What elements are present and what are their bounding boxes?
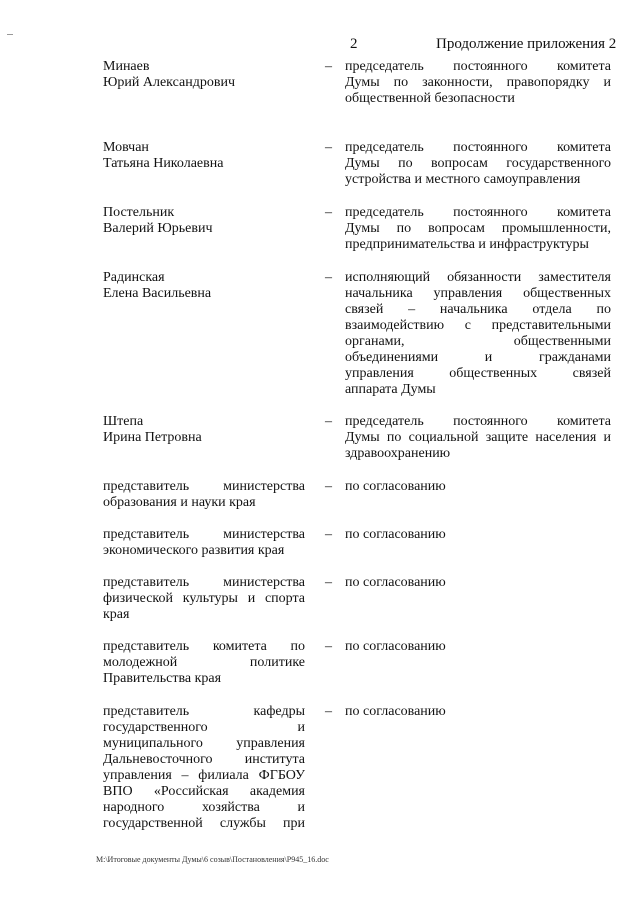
member-name-line: Дальневосточного института	[103, 752, 305, 767]
member-name-line: физической культуры и спорта	[103, 591, 305, 606]
member-name-line: народного хозяйства и	[103, 800, 305, 815]
member-name-line: управления – филиала ФГБОУ	[103, 768, 305, 783]
member-role-line: общественной безопасности	[345, 91, 515, 106]
member-name	[103, 414, 305, 446]
member-role-line: объединениями и гражданами	[345, 350, 611, 365]
member-name	[103, 140, 305, 172]
dash-separator: –	[325, 59, 332, 74]
member-name-line: образования и науки края	[103, 495, 256, 510]
member-name-line: Постельник	[103, 205, 175, 220]
dash-separator: –	[325, 527, 332, 542]
member-role	[345, 704, 611, 720]
member-role-line: органами, общественными	[345, 334, 611, 349]
dash-separator: –	[325, 479, 332, 494]
member-role-line: по согласованию	[345, 639, 446, 654]
member-role	[345, 527, 611, 543]
dash-separator: –	[325, 414, 332, 429]
member-role-line: устройства и местного самоуправления	[345, 172, 581, 187]
member-name	[103, 704, 305, 832]
member-name-line: представитель кафедры	[103, 704, 305, 719]
member-name-line: муниципального управления	[103, 736, 305, 751]
dash-separator: –	[325, 140, 332, 155]
member-role-line: Думы по вопросам государственного	[345, 156, 611, 171]
member-role	[345, 575, 611, 591]
member-role	[345, 270, 611, 398]
dash-separator: –	[325, 704, 332, 719]
member-role-line: Думы по вопросам промышленности,	[345, 221, 611, 236]
member-role-line: Думы по законности, правопорядку и	[345, 75, 611, 90]
member-role-line: председатель постоянного комитета	[345, 414, 611, 429]
member-name-line: представитель министерства	[103, 575, 305, 590]
member-name	[103, 205, 305, 237]
member-name-line: Штепа	[103, 414, 144, 429]
dash-separator: –	[325, 270, 332, 285]
member-role-line: начальника управления общественных	[345, 286, 611, 301]
footer-file-path: М:\Итоговые документы Думы\6 созыв\Постановления\Р945_16.doc	[96, 855, 329, 864]
dash-separator: –	[325, 639, 332, 654]
member-role-line: управления общественных связей	[345, 366, 611, 381]
member-name-line: молодежной политике	[103, 655, 305, 670]
scan-mark	[7, 34, 13, 35]
member-name-line: края	[103, 607, 130, 622]
member-name-line: Правительства края	[103, 671, 222, 686]
member-role-line: здравоохранению	[345, 446, 451, 461]
member-role-line: связей – начальника отдела по	[345, 302, 611, 317]
member-name-line: Минаев	[103, 59, 150, 74]
page-header-title: Продолжение приложения 2	[436, 36, 617, 52]
member-role-line: предпринимательства и инфраструктуры	[345, 237, 589, 252]
member-name	[103, 270, 305, 302]
member-name-line: представитель министерства	[103, 527, 305, 542]
member-name-line: представитель комитета по	[103, 639, 305, 654]
member-name-line: Елена Васильевна	[103, 286, 212, 301]
member-name-line: Валерий Юрьевич	[103, 221, 213, 236]
page-number: 2	[350, 36, 358, 52]
member-role-line: председатель постоянного комитета	[345, 59, 611, 74]
dash-separator: –	[325, 205, 332, 220]
dash-separator: –	[325, 575, 332, 590]
member-role-line: по согласованию	[345, 479, 446, 494]
member-name-line: государственной службы при	[103, 816, 305, 831]
member-name-line: ВПО «Российская академия	[103, 784, 305, 799]
member-name	[103, 59, 305, 91]
member-role-line: по согласованию	[345, 527, 446, 542]
member-name	[103, 479, 305, 511]
member-role-line: председатель постоянного комитета	[345, 140, 611, 155]
member-name	[103, 639, 305, 687]
member-role	[345, 59, 611, 107]
member-role-line: аппарата Думы	[345, 382, 436, 397]
member-role	[345, 479, 611, 495]
member-name-line: Мовчан	[103, 140, 149, 155]
member-role	[345, 205, 611, 253]
member-role-line: исполняющий обязанности заместителя	[345, 270, 611, 285]
member-name	[103, 527, 305, 559]
member-name-line: Юрий Александрович	[103, 75, 235, 90]
member-role-line: по согласованию	[345, 575, 446, 590]
member-name-line: представитель министерства	[103, 479, 305, 494]
member-name	[103, 575, 305, 623]
member-role	[345, 414, 611, 462]
member-name-line: Татьяна Николаевна	[103, 156, 224, 171]
member-name-line: государственного и	[103, 720, 305, 735]
member-role-line: по согласованию	[345, 704, 446, 719]
member-role	[345, 639, 611, 655]
member-role-line: Думы по социальной защите населения и	[345, 430, 611, 445]
member-role-line: председатель постоянного комитета	[345, 205, 611, 220]
member-role	[345, 140, 611, 188]
member-role-line: взаимодействию с представительными	[345, 318, 611, 333]
member-name-line: Радинская	[103, 270, 165, 285]
member-name-line: экономического развития края	[103, 543, 285, 558]
member-name-line: Ирина Петровна	[103, 430, 202, 445]
